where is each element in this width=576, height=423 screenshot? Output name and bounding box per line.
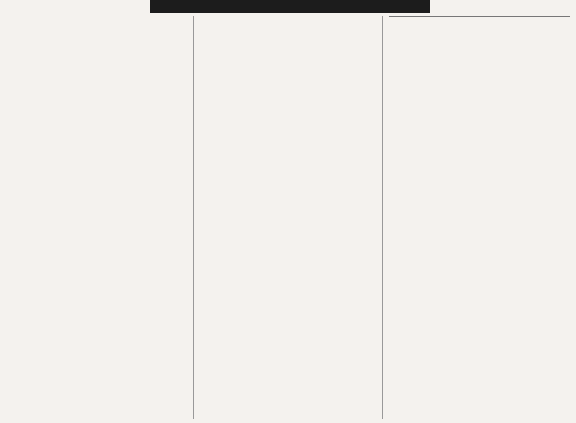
right-column (389, 16, 570, 419)
left-column (6, 16, 187, 419)
top-banner (150, 0, 430, 13)
notice-title (389, 16, 570, 17)
text-columns (6, 16, 570, 419)
middle-column (193, 16, 384, 419)
